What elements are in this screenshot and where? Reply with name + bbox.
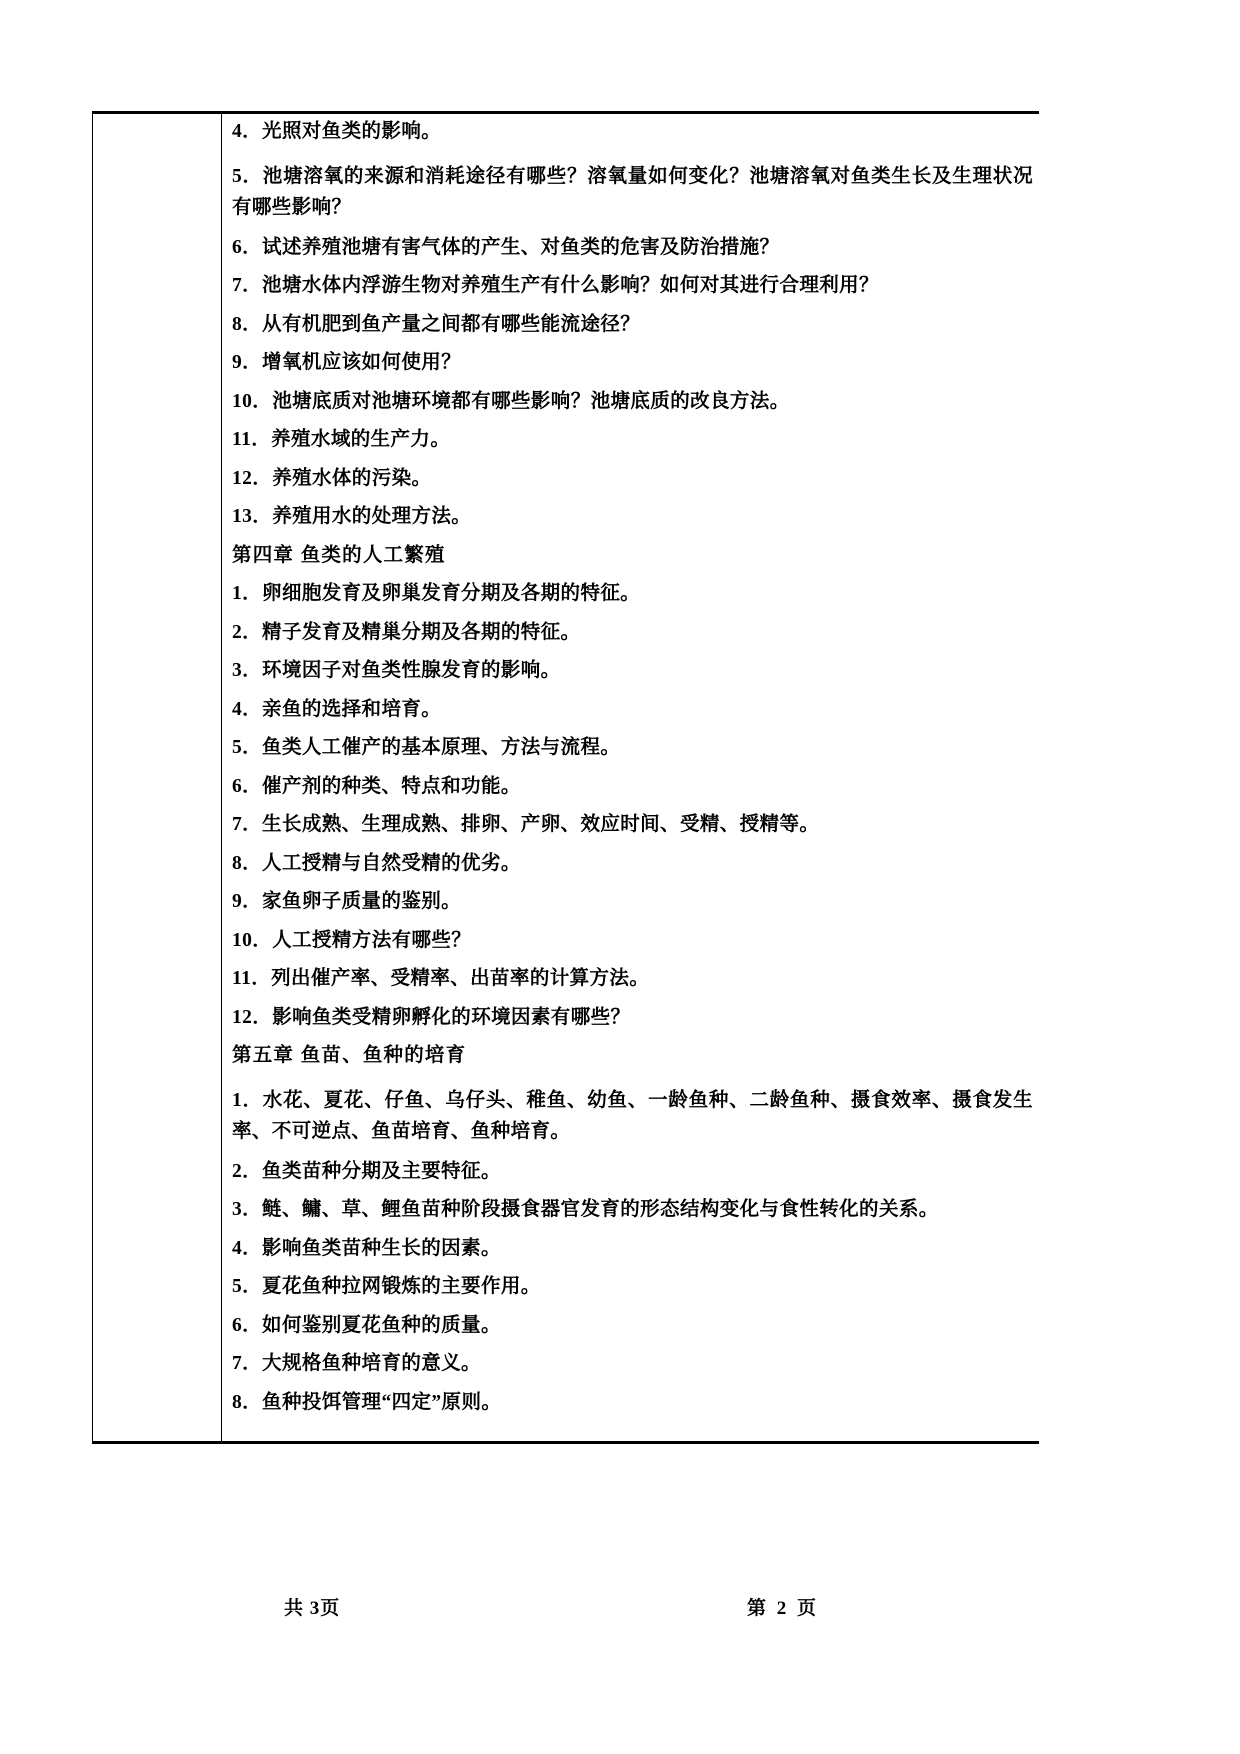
- outline-item: 5．夏花鱼种拉网锻炼的主要作用。: [232, 1276, 541, 1298]
- outline-item: 12．影响鱼类受精卵孵化的环境因素有哪些？: [232, 1006, 631, 1028]
- left-label-column: [93, 113, 222, 1443]
- outline-item: 5．鱼类人工催产的基本原理、方法与流程。: [232, 737, 621, 759]
- content-body: [232, 122, 1033, 1412]
- outline-item: 1．水花、夏花、仔鱼、乌仔头、稚鱼、幼鱼、一龄鱼种、二龄鱼种、摄食效率、摄食发生率、不可逆点、鱼苗培育、鱼种培育。: [232, 1089, 1033, 1143]
- outline-item: 3．鲢、鳙、草、鲤鱼苗种阶段摄食器官发育的形态结构变化与食性转化的关系。: [232, 1199, 939, 1221]
- outline-item: 8．从有机肥到鱼产量之间都有哪些能流途径？: [232, 313, 641, 335]
- outline-item: 4．光照对鱼类的影响。: [232, 121, 442, 142]
- chapter-heading: 第五章 鱼苗、鱼种的培育: [232, 1044, 467, 1067]
- footer-total-pages: 共 3页: [284, 1598, 341, 1619]
- outline-item: 2．鱼类苗种分期及主要特征。: [232, 1160, 501, 1182]
- content-table: [92, 111, 1039, 1444]
- outline-item: 8．鱼种投饵管理“四定”原则。: [232, 1391, 502, 1413]
- outline-item: 4．亲鱼的选择和培育。: [232, 698, 442, 720]
- table-row: [93, 113, 1040, 1443]
- outline-item: 11．列出催产率、受精率、出苗率的计算方法。: [232, 968, 650, 990]
- outline-item: 9．家鱼卵子质量的鉴别。: [232, 891, 462, 913]
- outline-item: 7．大规格鱼种培育的意义。: [232, 1353, 481, 1375]
- outline-item: 6．如何鉴别夏花鱼种的质量。: [232, 1314, 501, 1336]
- outline-item: 2．精子发育及精巢分期及各期的特征。: [232, 621, 581, 643]
- outline-item: 6．催产剂的种类、特点和功能。: [232, 775, 521, 797]
- outline-item: 10．池塘底质对池塘环境都有哪些影响？池塘底质的改良方法。: [232, 390, 790, 412]
- page-footer: [92, 1593, 1039, 1633]
- content-column: [222, 113, 1040, 1443]
- outline-item: 7．生长成熟、生理成熟、排卵、产卵、效应时间、受精、授精等。: [232, 814, 820, 836]
- outline-item: 9．增氧机应该如何使用？: [232, 352, 462, 374]
- outline-item: 10．人工授精方法有哪些？: [232, 929, 472, 951]
- outline-item: 8．人工授精与自然受精的优劣。: [232, 852, 521, 874]
- outline-item: 3．环境因子对鱼类性腺发育的影响。: [232, 660, 561, 682]
- outline-item: 11．养殖水域的生产力。: [232, 429, 451, 451]
- outline-item: 5．池塘溶氧的来源和消耗途径有哪些？溶氧量如何变化？池塘溶氧对鱼类生长及生理状况有哪些影响？: [232, 165, 1033, 219]
- outline-item: 4．影响鱼类苗种生长的因素。: [232, 1237, 501, 1259]
- outline-item: 12．养殖水体的污染。: [232, 467, 432, 489]
- outline-item: 7．池塘水体内浮游生物对养殖生产有什么影响？如何对其进行合理利用？: [232, 275, 879, 297]
- outline-item: 1．卵细胞发育及卵巢发育分期及各期的特征。: [232, 583, 641, 605]
- outline-item: 6．试述养殖池塘有害气体的产生、对鱼类的危害及防治措施？: [232, 236, 780, 258]
- outline-item: 13．养殖用水的处理方法。: [232, 506, 472, 528]
- chapter-heading: 第四章 鱼类的人工繁殖: [232, 543, 446, 566]
- footer-page-number: 第 2 页: [747, 1598, 820, 1619]
